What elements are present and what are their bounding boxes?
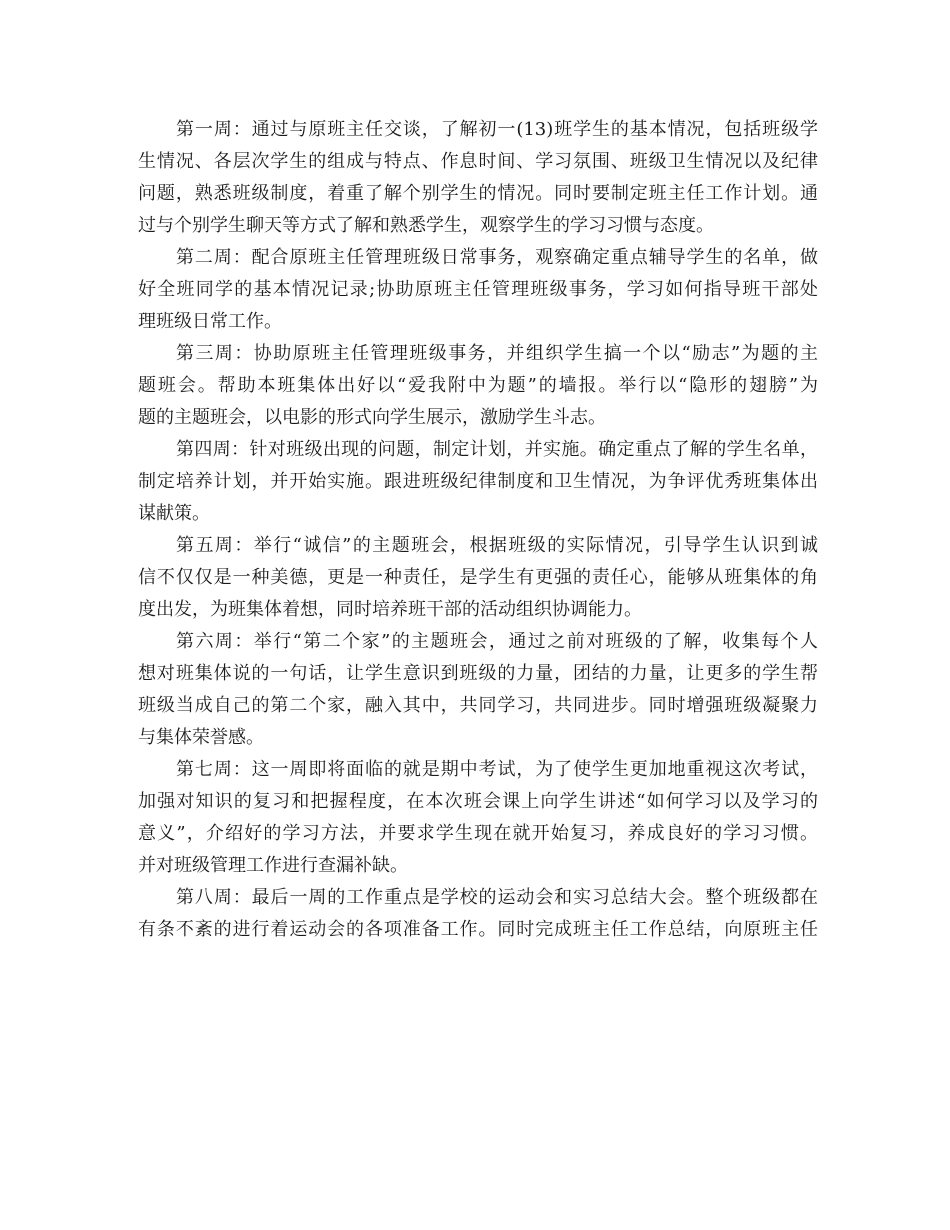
text-line: 想对班集体说的一句话，让学生意识到班级的力量，团结的力量，让更多的学生帮 (138, 663, 818, 684)
text-line: 生情况、各层次学生的组成与特点、作息时间、学习氛围、班级卫生情况以及纪律 (138, 151, 818, 172)
text-line: 第一周：通过与原班主任交谈，了解初一(13)班学生的基本情况，包括班级学 (176, 119, 818, 140)
text-line: 加强对知识的复习和把握程度，在本次班会课上向学生讲述“如何学习以及学习的 (138, 791, 818, 812)
text-line: 班级当成自己的第二个家，融入其中，共同学习，共同进步。同时增强班级凝聚力 (138, 695, 818, 716)
text-line: 第六周：举行“第二个家”的主题班会，通过之前对班级的了解，收集每个人 (176, 631, 818, 652)
paragraph-week-2 (138, 242, 818, 338)
text-line: 题的主题班会，以电影的形式向学生展示，激励学生斗志。 (138, 407, 606, 428)
text-line: 有条不紊的进行着运动会的各项准备工作。同时完成班主任工作总结，向原班主任 (138, 919, 818, 940)
text-line: 第四周：针对班级出现的问题，制定计划，并实施。确定重点了解的学生名单， (176, 439, 818, 460)
paragraph-week-8 (138, 882, 818, 946)
text-line: 第八周：最后一周的工作重点是学校的运动会和实习总结大会。整个班级都在 (176, 887, 818, 908)
text-line: 意义”，介绍好的学习方法，并要求学生现在就开始复习，养成良好的学习习惯。 (138, 823, 818, 844)
text-line: 并对班级管理工作进行查漏补缺。 (138, 855, 408, 876)
paragraph-week-4 (138, 434, 818, 530)
paragraph-week-6 (138, 626, 818, 754)
document-body (138, 114, 818, 946)
text-line: 题班会。帮助本班集体出好以“爱我附中为题”的墙报。举行以“隐形的翅膀”为 (138, 375, 818, 396)
text-line: 好全班同学的基本情况记录;协助原班主任管理班级事务，学习如何指导班干部处 (138, 279, 818, 300)
text-line: 问题，熟悉班级制度，着重了解个别学生的情况。同时要制定班主任工作计划。通 (138, 183, 818, 204)
paragraph-week-7 (138, 754, 818, 882)
text-line: 信不仅仅是一种美德，更是一种责任，是学生有更强的责任心，能够从班集体的角 (138, 567, 818, 588)
text-line: 第二周：配合原班主任管理班级日常事务，观察确定重点辅导学生的名单，做 (176, 247, 818, 268)
paragraph-week-1 (138, 114, 818, 242)
text-line: 度出发，为班集体着想，同时培养班干部的活动组织协调能力。 (138, 599, 642, 620)
text-line: 过与个别学生聊天等方式了解和熟悉学生，观察学生的学习习惯与态度。 (138, 215, 714, 236)
text-line: 理班级日常工作。 (138, 311, 282, 332)
text-line: 第三周：协助原班主任管理班级事务，并组织学生搞一个以“励志”为题的主 (176, 343, 818, 364)
paragraph-week-5 (138, 530, 818, 626)
text-line: 与集体荣誉感。 (138, 727, 264, 748)
text-line: 第五周：举行“诚信”的主题班会，根据班级的实际情况，引导学生认识到诚 (176, 535, 818, 556)
text-line: 第七周：这一周即将面临的就是期中考试，为了使学生更加地重视这次考试， (176, 759, 818, 780)
text-line: 谋献策。 (138, 503, 210, 524)
paragraph-week-3 (138, 338, 818, 434)
text-line: 制定培养计划，并开始实施。跟进班级纪律制度和卫生情况，为争评优秀班集体出 (138, 471, 818, 492)
